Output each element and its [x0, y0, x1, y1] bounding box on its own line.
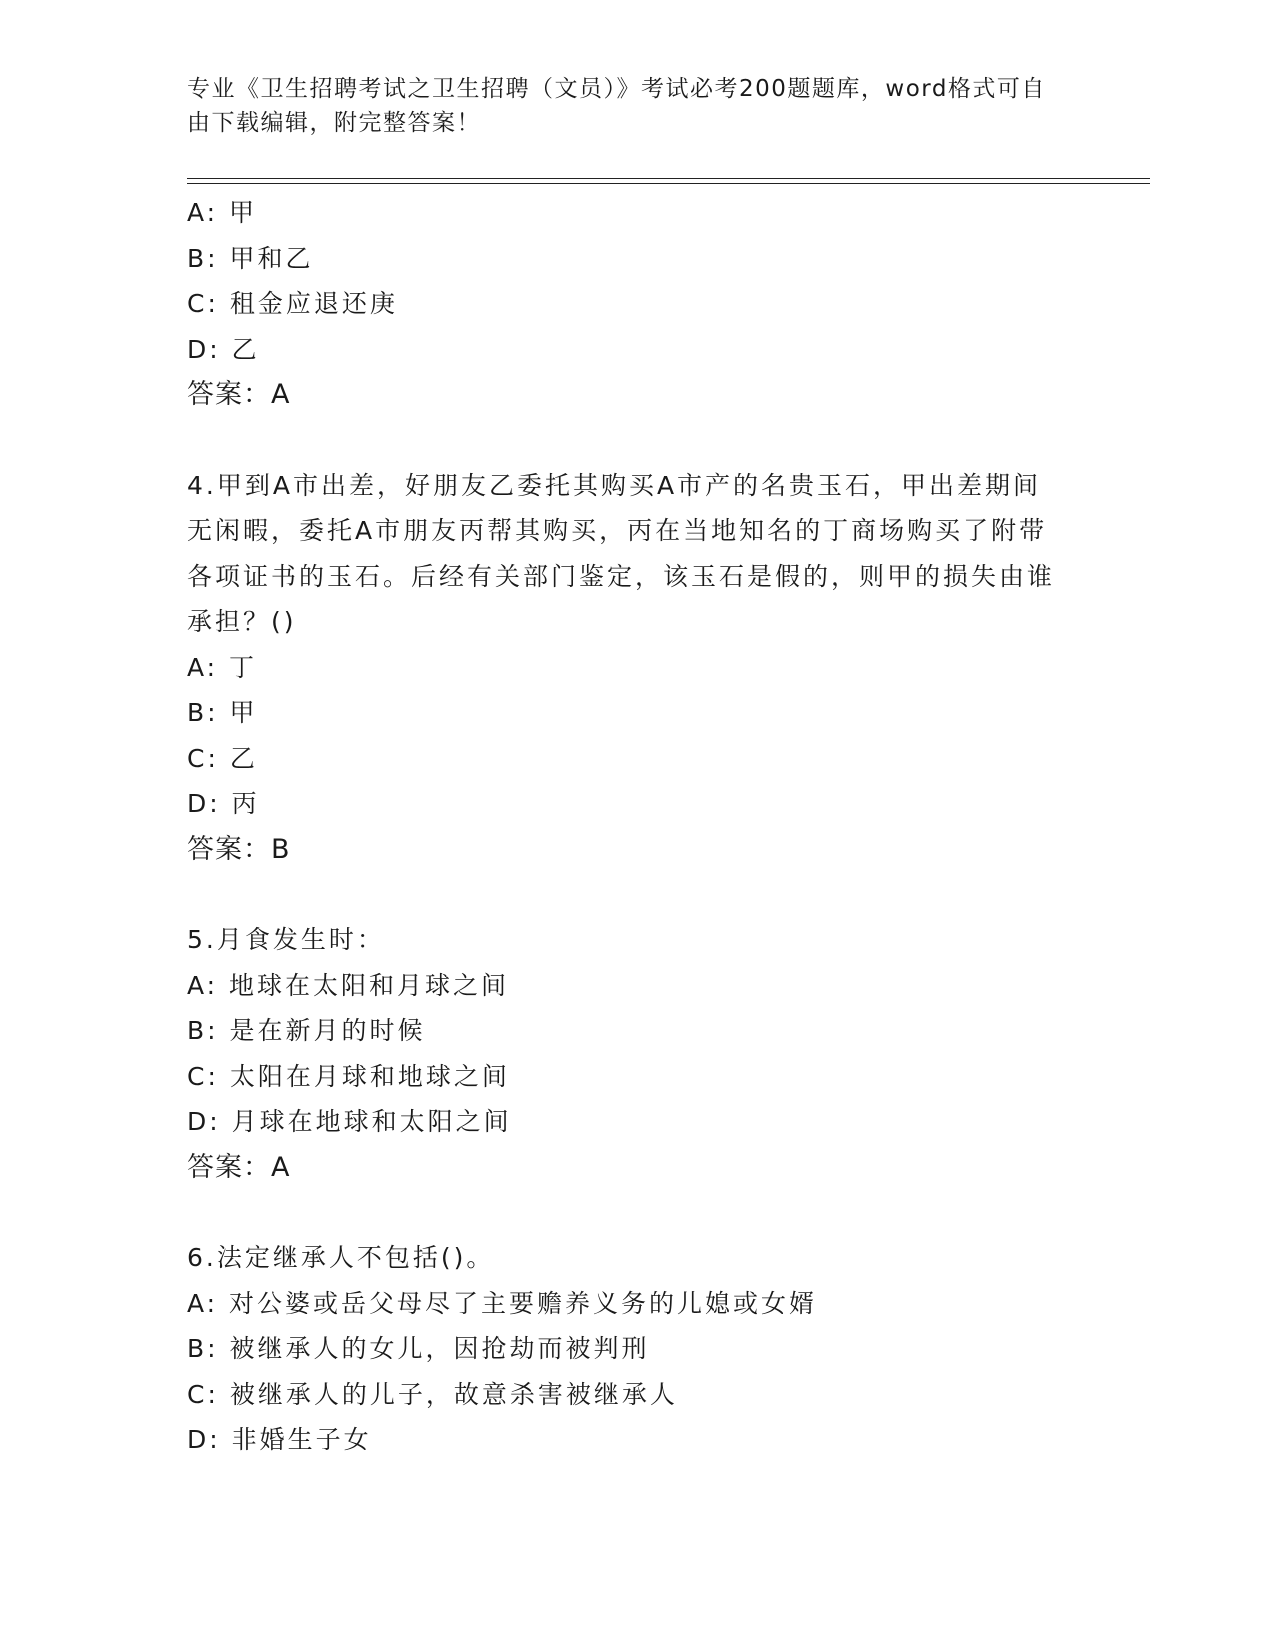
question-3-option-d: D: 乙 [187, 334, 260, 364]
question-4-options [187, 645, 1067, 827]
question-6-options [187, 1281, 1067, 1463]
question-4-option-c: C: 乙 [187, 743, 258, 773]
question-5-option-a: A: 地球在太阳和月球之间 [187, 970, 510, 1000]
question-4-option-b: B: 甲 [187, 698, 258, 727]
header-divider-top [187, 178, 1150, 179]
question-5-option-c: C: 太阳在月球和地球之间 [187, 1061, 510, 1091]
question-content [187, 190, 1067, 1463]
question-5-options [187, 963, 1067, 1145]
question-3-option-c: C: 租金应退还庚 [187, 289, 398, 318]
question-4-option-a: A: 丁 [187, 652, 258, 682]
question-6-option-c: C: 被继承人的儿子，故意杀害被继承人 [187, 1379, 678, 1409]
question-6-option-d: D: 非婚生子女 [187, 1425, 372, 1454]
question-3-option-b: B: 甲和乙 [187, 243, 314, 273]
question-5-answer: 答案：A [187, 1151, 291, 1183]
question-5-option-d: D: 月球在地球和太阳之间 [187, 1107, 512, 1136]
question-6-option-b: B: 被继承人的女儿，因抢劫而被判刑 [187, 1334, 650, 1363]
question-3-answer: 答案：A [187, 379, 291, 410]
question-spacer [187, 872, 1067, 917]
header-divider-bottom [187, 183, 1150, 184]
question-5-option-b: B: 是在新月的时候 [187, 1016, 426, 1045]
question-6-option-a: A: 对公婆或岳父母尽了主要赡养义务的儿媳或女婿 [187, 1288, 818, 1318]
question-4-text: 4.甲到A市出差，好朋友乙委托其购买A市产的名贵玉石，甲出差期间无闲暇，委托A市朋友丙帮其购买，丙在当地知名的丁商场购买了附带各项证书的玉石。后经有关部门鉴定，该玉石是假的，则甲的损失由谁承担？() [187, 470, 1056, 636]
question-3-options [187, 190, 1067, 372]
question-4-option-d: D: 丙 [187, 789, 260, 818]
question-3-option-a: A: 甲 [187, 198, 258, 227]
question-4-answer: 答案：B [187, 833, 291, 865]
document-header: 专业《卫生招聘考试之卫生招聘（文员）》考试必考200题题库，word格式可自由下载编辑，附完整答案！ [187, 76, 1046, 136]
question-6-text: 6.法定继承人不包括()。 [187, 1243, 495, 1272]
question-spacer [187, 418, 1067, 463]
question-5-text: 5.月食发生时： [187, 925, 385, 954]
question-spacer [187, 1190, 1067, 1235]
